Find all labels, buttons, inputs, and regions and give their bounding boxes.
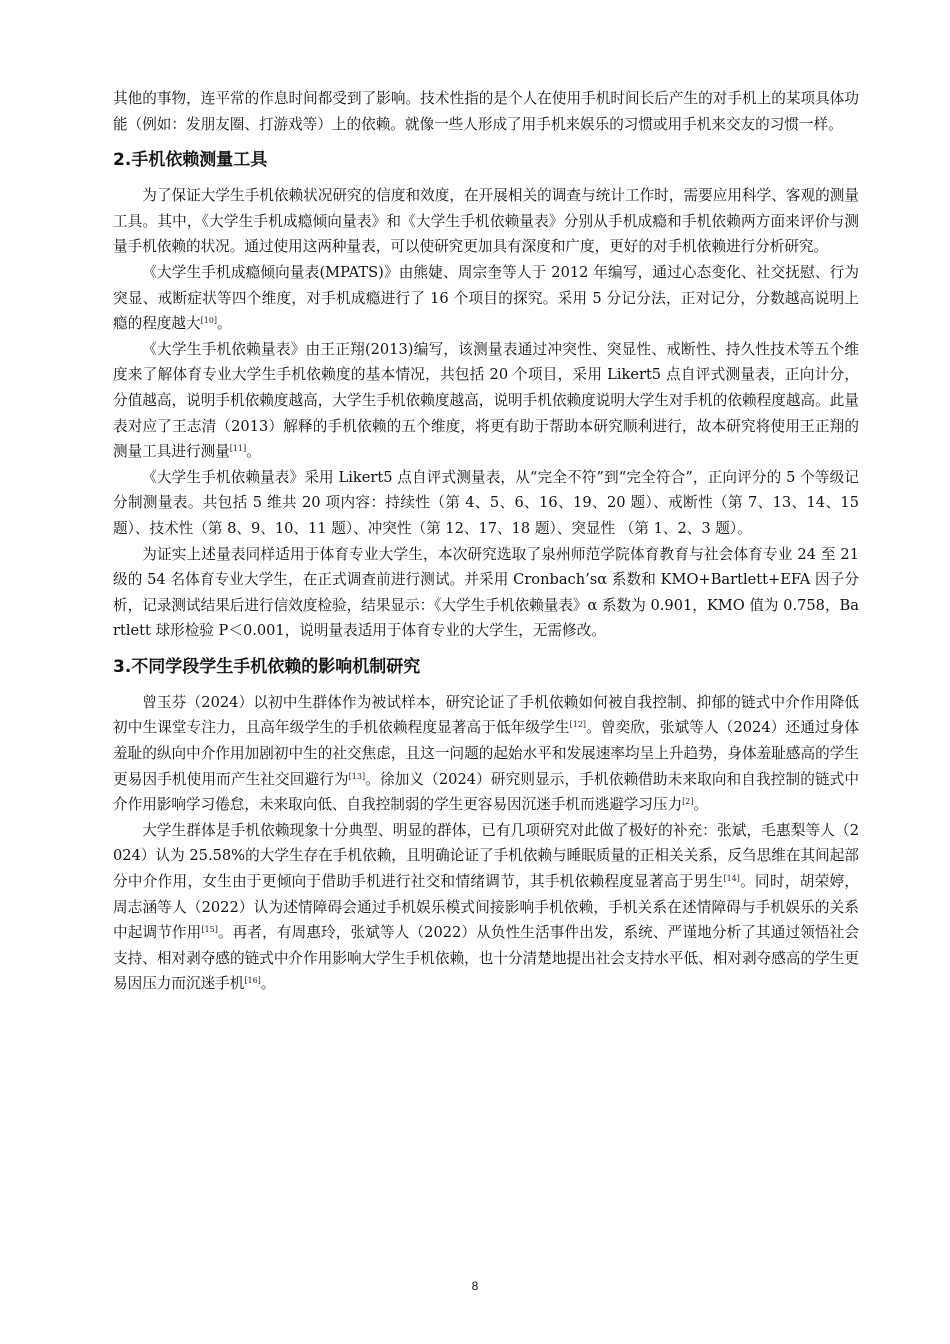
paragraph-text: 。同时，胡荣婷，周志涵等人（2022）认为述情障碍会通过手机娱乐模式间接影响手机依赖，手机关系在述情障碍与手机娱乐的关系中起调节作用 (113, 873, 859, 942)
paragraph-text: 为了保证大学生手机依赖状况研究的信度和效度，在开展相关的调查与统计工作时，需要应用科学、客观的测量工具。其中，《大学生手机成瘾倾向量表》和《大学生手机依赖量表》分别从手机成瘾和手机依赖两方面来评价与测量手机依赖的状况。通过使用这两种量表，可以使研究更加具有深度和广度，更好的对手机依赖进行分析研究。 (113, 187, 859, 256)
paragraph-text: 其他的事物，连平常的作息时间都受到了影响。技术性指的是个人在使用手机时间长后产生的对手机上的某项具体功能（例如：发朋友圈、打游戏等）上的依赖。就像一些人形成了用手机来娱乐的习惯或用手机来交友的习惯一样。 (113, 90, 859, 133)
citation-ref: [2] (682, 797, 694, 807)
body-paragraph (113, 690, 859, 818)
paragraph-text: 。 (217, 315, 232, 333)
citation-ref: [16] (244, 976, 261, 986)
paragraph-text: 。再者，有周惠玲，张斌等人（2022）从负性生活事件出发，系统、严谨地分析了其通过领悟社会支持、相对剥夺感的链式中介作用影响大学生手机依赖，也十分清楚地提出社会支持水平低、相对剥夺感高的学生更易因压力而沉迷手机 (113, 924, 859, 993)
body-paragraph (113, 183, 859, 260)
body-paragraph (113, 818, 859, 997)
citation-ref: [14] (723, 874, 740, 884)
paragraph-text: 《大学生手机成瘾倾向量表(MPATS)》由熊婕、周宗奎等人于 2012 年编写，通过心态变化、社交抚慰、行为突显、戒断症状等四个维度，对手机成瘾进行了 16 个项目的探究。采用 5 分记分法，正对记分，分数越高说明上瘾的程度越大 (113, 263, 859, 333)
citation-ref: [13] (348, 771, 366, 781)
paragraph-text: 为证实上述量表同样适用于体育专业大学生，本次研究选取了泉州师范学院体育教育与社会体育专业 24 至 21 级的 54 名体育专业大学生，在正式调查前进行测试。并采用 Cronbach’sα 系数和 KMO+Bartlett+EFA 因子分析，记录测试结果后进行信效度检验，结果显示：《大学生手机依赖量表》α 系数为 0.901，KMO 值为 0.758，Bartlett 球形检验 P＜0.001，说明量表适用于体育专业的大学生，无需修改。 (113, 545, 859, 640)
paragraph-text: 大学生群体是手机依赖现象十分典型、明显的群体，已有几项研究对此做了极好的补充：张斌，毛惠梨等人（2024）认为 25.58%的大学生存在手机依赖，且明确论证了手机依赖与睡眠质量的正相关关系，反刍思维在其间起部分中介作用，女生由于更倾向于借助手机进行社交和情绪调节，其手机依赖程度显著高于男生 (113, 821, 859, 891)
section-heading: 2.手机依赖测量工具 (113, 150, 268, 171)
paragraph-text: 。 (260, 975, 276, 993)
paragraph-text: 《大学生手机依赖量表》由王正翔(2013)编写，该测量表通过冲突性、突显性、戒断性、持久性技术等五个维度来了解体育专业大学生手机依赖度的基本情况，共包括 20 个项目，采用 Likert5 点自评式测量表，正向计分，分值越高，说明手机依赖度越高，大学生手机依赖度越高，说明手机依赖度说明大学生对手机的依赖程度越高。此量表对应了王志清（2013）解释的手机依赖的五个维度，将更有助于帮助本研究顺利进行，故本研究将使用王正翔的测量工具进行测量 (113, 340, 859, 461)
body-paragraph (113, 86, 859, 137)
body-paragraph (113, 465, 859, 542)
body-paragraph (113, 542, 859, 644)
page-number: 8 (471, 1279, 479, 1293)
document-body (113, 86, 859, 997)
citation-ref: [12] (569, 720, 587, 730)
paragraph-text: 《大学生手机依赖量表》采用 Likert5 点自评式测量表，从“完全不符”到“完全符合”，正向评分的 5 个等级记分制测量表。共包括 5 维共 20 项内容：持续性（第 4、5、6、16、19、20 题）、戒断性（第 7、13、14、15 题）、技术性（第 8、9、10、11 题）、冲突性（第 12、17、18 题）、突显性 （第 1、2、3 题）。 (113, 468, 859, 537)
paragraph-text: 。 (693, 796, 709, 814)
citation-ref: [10] (200, 316, 217, 326)
paragraph-text: 。曾奕欣，张斌等人（2024）还通过身体羞耻的纵向中介作用加剧初中生的社交焦虑，且这一问题的起始水平和发展速率均呈上升趋势，身体羞耻感高的学生更易因手机使用而产生社交回避行为 (113, 719, 859, 788)
paragraph-text: 。 (246, 443, 261, 461)
paragraph-text: 。徐加义（2024）研究则显示，手机依赖借助未来取向和自我控制的链式中介作用影响学习倦怠，未来取向低、自我控制弱的学生更容易因沉迷手机而逃避学习压力 (113, 770, 859, 814)
section-heading: 3.不同学段学生手机依赖的影响机制研究 (113, 656, 421, 677)
citation-ref: [11] (229, 444, 247, 454)
citation-ref: [15] (201, 925, 218, 935)
paragraph-text: 曾玉芬（2024）以初中生群体作为被试样本，研究论证了手机依赖如何被自我控制、抑郁的链式中介作用降低初中生课堂专注力，且高年级学生的手机依赖程度显著高于低年级学生 (113, 693, 859, 737)
body-paragraph (113, 260, 859, 337)
body-paragraph (113, 337, 859, 465)
